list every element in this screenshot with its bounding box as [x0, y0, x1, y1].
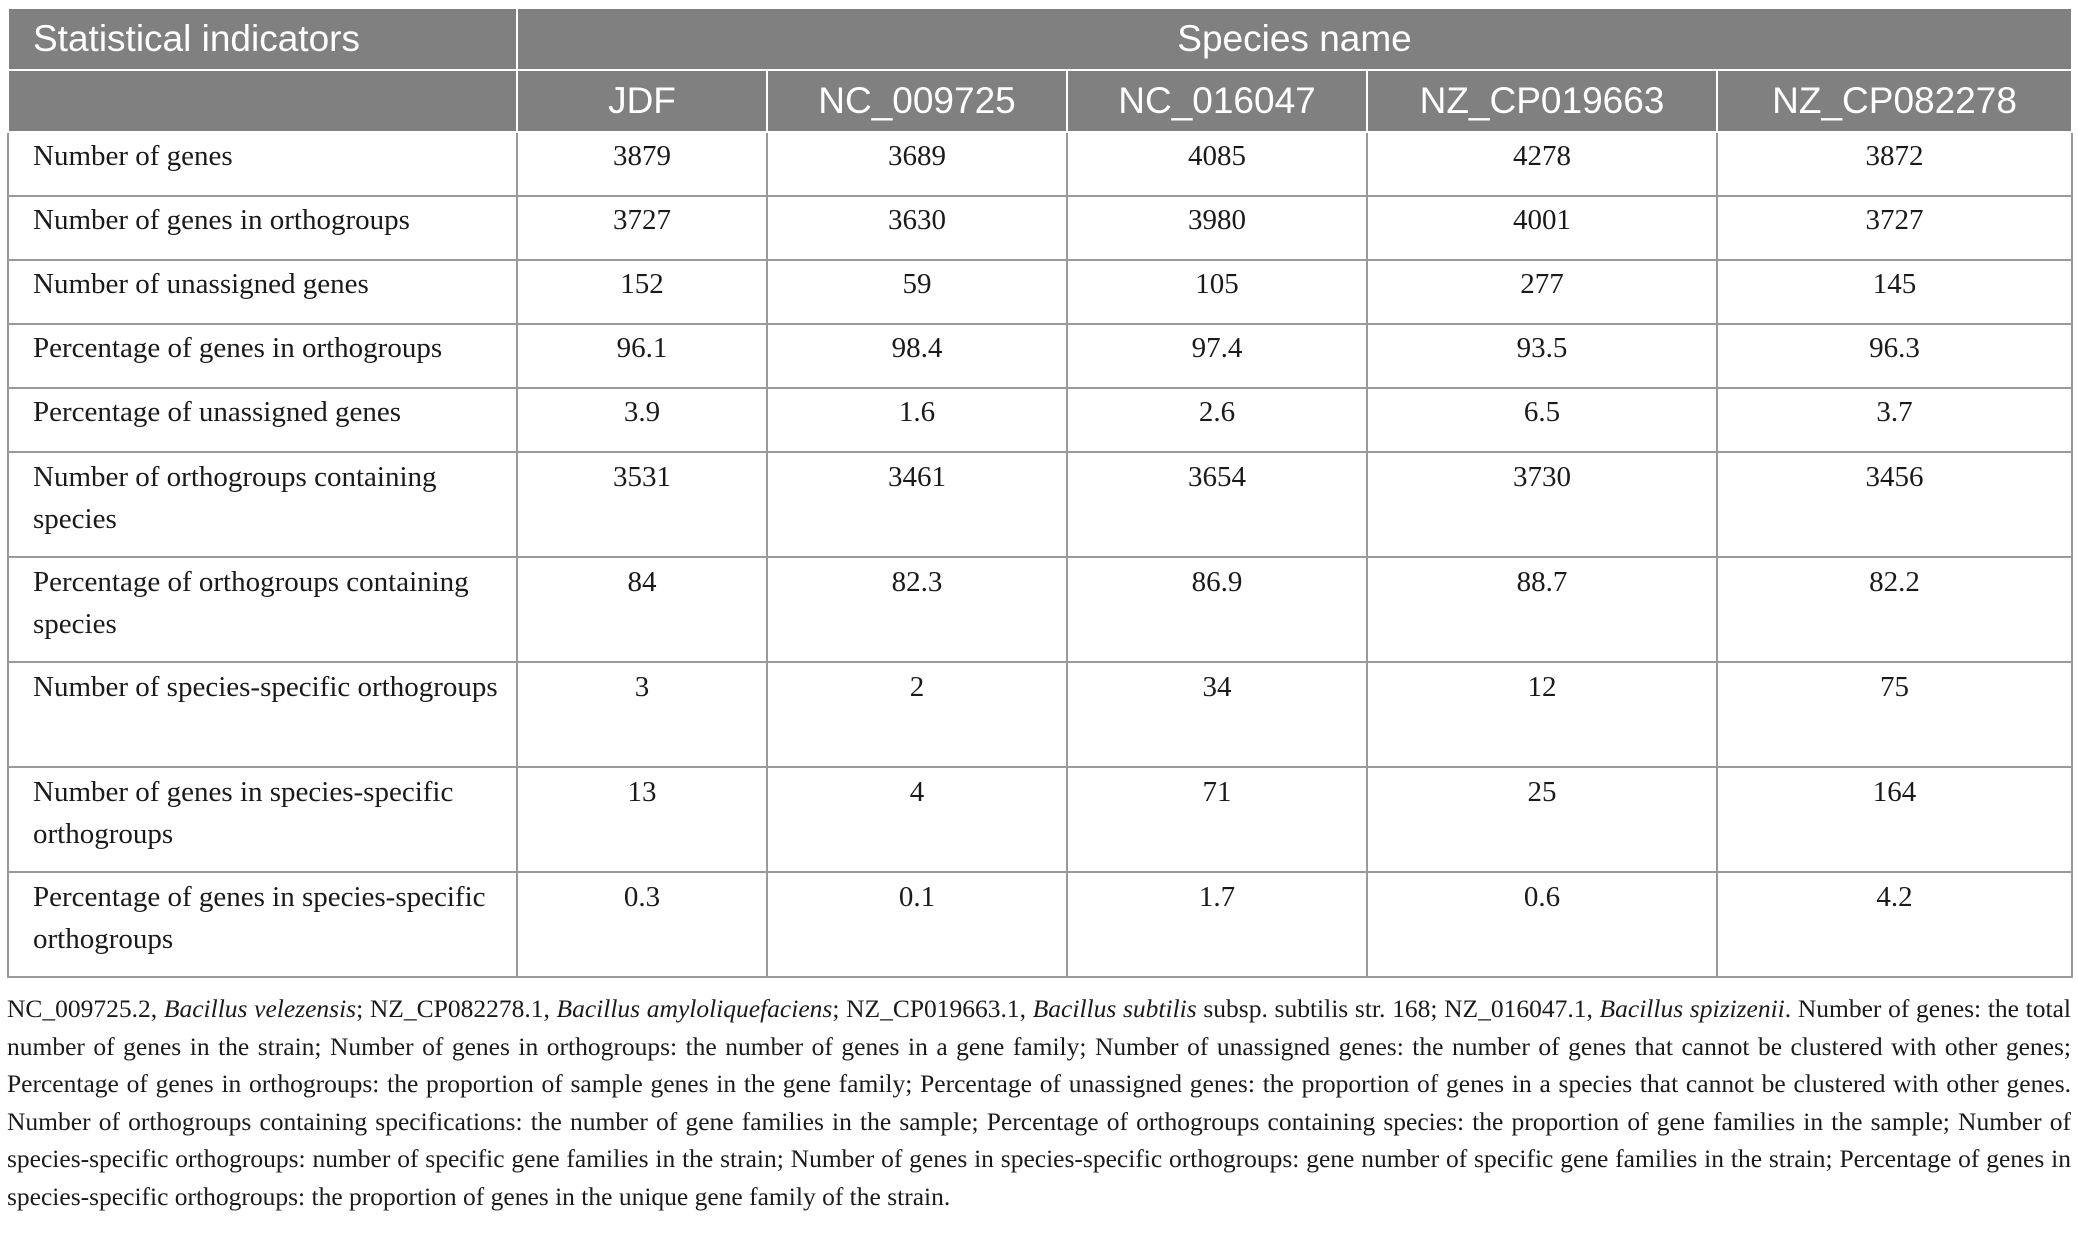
table-row: [8, 767, 2072, 872]
table-row: [8, 196, 2072, 260]
species-name-italic: Bacillus amyloliquefaciens: [556, 994, 833, 1023]
table-cell: 6.5: [1367, 388, 1717, 452]
table-cell: 82.2: [1717, 557, 2072, 662]
table-cell: 0.6: [1367, 872, 1717, 977]
table-row: [8, 557, 2072, 662]
footnote-text: ; NZ_CP082278.1,: [356, 994, 557, 1023]
table-cell: 3531: [517, 452, 767, 557]
footnote-text: subsp. subtilis str. 168; NZ_016047.1,: [1196, 994, 1600, 1023]
table-cell: 0.1: [767, 872, 1067, 977]
table-cell: 3456: [1717, 452, 2072, 557]
table-cell: 34: [1067, 662, 1367, 767]
table-cell: 59: [767, 260, 1067, 324]
species-name-italic: Bacillus spizizenii: [1599, 994, 1785, 1023]
table-cell: 4001: [1367, 196, 1717, 260]
table-cell: 88.7: [1367, 557, 1717, 662]
row-label: Number of unassigned genes: [8, 260, 517, 324]
table-cell: 3.7: [1717, 388, 2072, 452]
header-species-nc-009725: NC_009725: [767, 70, 1067, 132]
table-cell: 3654: [1067, 452, 1367, 557]
table-cell: 152: [517, 260, 767, 324]
table-cell: 3980: [1067, 196, 1367, 260]
row-label: Percentage of genes in species-specific orthogroups: [8, 872, 517, 977]
header-species-nz-cp019663: NZ_CP019663: [1367, 70, 1717, 132]
table-cell: 12: [1367, 662, 1717, 767]
table-cell: 96.3: [1717, 324, 2072, 388]
header-species-nc-016047: NC_016047: [1067, 70, 1367, 132]
header-species-name: Species name: [517, 8, 2072, 70]
table-cell: 71: [1067, 767, 1367, 872]
row-label: Number of species-specific orthogroups: [8, 662, 517, 767]
table-cell: 3461: [767, 452, 1067, 557]
table-cell: 3.9: [517, 388, 767, 452]
table-cell: 3689: [767, 132, 1067, 196]
table-cell: 3630: [767, 196, 1067, 260]
row-label: Number of genes in species-specific orthogroups: [8, 767, 517, 872]
table-cell: 86.9: [1067, 557, 1367, 662]
table-row: [8, 132, 2072, 196]
statistics-table: [7, 7, 2073, 978]
table-cell: 0.3: [517, 872, 767, 977]
table-footnote: [7, 990, 2071, 1215]
table-row: [8, 662, 2072, 767]
table-cell: 1.7: [1067, 872, 1367, 977]
row-label: Number of genes: [8, 132, 517, 196]
table-cell: 145: [1717, 260, 2072, 324]
header-species-nz-cp082278: NZ_CP082278: [1717, 70, 2072, 132]
table-body: [8, 132, 2072, 977]
species-name-italic: Bacillus velezensis: [163, 994, 357, 1023]
header-empty-cell: [8, 70, 517, 132]
table-row: [8, 388, 2072, 452]
footnote-text: NC_009725.2,: [7, 994, 164, 1023]
table-cell: 3730: [1367, 452, 1717, 557]
table-cell: 3: [517, 662, 767, 767]
table-cell: 1.6: [767, 388, 1067, 452]
header-statistical-indicators: Statistical indicators: [8, 8, 517, 70]
table-cell: 4: [767, 767, 1067, 872]
table-cell: 2.6: [1067, 388, 1367, 452]
table-cell: 97.4: [1067, 324, 1367, 388]
table-cell: 82.3: [767, 557, 1067, 662]
table-cell: 3727: [517, 196, 767, 260]
page: [7, 7, 2071, 1241]
table-cell: 105: [1067, 260, 1367, 324]
footnote-text: . Number of genes: the total number of genes in the strain; Number of genes in orthogroups: the number of genes in a gene family; Number of unassigned genes: the number of genes that cannot be clustered with other genes; Percentage of genes in orthogroups: the proportion of sample genes in the gene family; Percentage of unassigned genes: the proportion of genes in a species that cannot be clustered with other genes. Number of orthogroups containing specifications: the number of gene families in the sample; Percentage of orthogroups containing species: the proportion of gene families in the sample; Number of species-specific orthogroups: number of specific gene families in the strain; Number of genes in species-specific orthogroups: gene number of specific gene families in the strain; Percentage of genes in species-specific orthogroups: the proportion of genes in the unique gene family of the strain.: [7, 994, 2072, 1211]
table-cell: 75: [1717, 662, 2072, 767]
table-row: [8, 324, 2072, 388]
table-cell: 164: [1717, 767, 2072, 872]
table-header: [8, 8, 2072, 132]
species-name-italic: Bacillus subtilis: [1032, 994, 1197, 1023]
table-row: [8, 872, 2072, 977]
row-label: Number of orthogroups containing species: [8, 452, 517, 557]
table-cell: 3872: [1717, 132, 2072, 196]
table-cell: 4278: [1367, 132, 1717, 196]
table-cell: 98.4: [767, 324, 1067, 388]
table-cell: 277: [1367, 260, 1717, 324]
header-species-jdf: JDF: [517, 70, 767, 132]
table-cell: 3879: [517, 132, 767, 196]
table-cell: 93.5: [1367, 324, 1717, 388]
footnote-text: ; NZ_CP019663.1,: [832, 994, 1033, 1023]
table-cell: 13: [517, 767, 767, 872]
row-label: Percentage of orthogroups containing species: [8, 557, 517, 662]
table-cell: 96.1: [517, 324, 767, 388]
row-label: Percentage of unassigned genes: [8, 388, 517, 452]
table-cell: 25: [1367, 767, 1717, 872]
table-cell: 84: [517, 557, 767, 662]
table-cell: 3727: [1717, 196, 2072, 260]
row-label: Number of genes in orthogroups: [8, 196, 517, 260]
table-row: [8, 260, 2072, 324]
table-cell: 4.2: [1717, 872, 2072, 977]
table-cell: 4085: [1067, 132, 1367, 196]
row-label: Percentage of genes in orthogroups: [8, 324, 517, 388]
table-row: [8, 452, 2072, 557]
table-cell: 2: [767, 662, 1067, 767]
